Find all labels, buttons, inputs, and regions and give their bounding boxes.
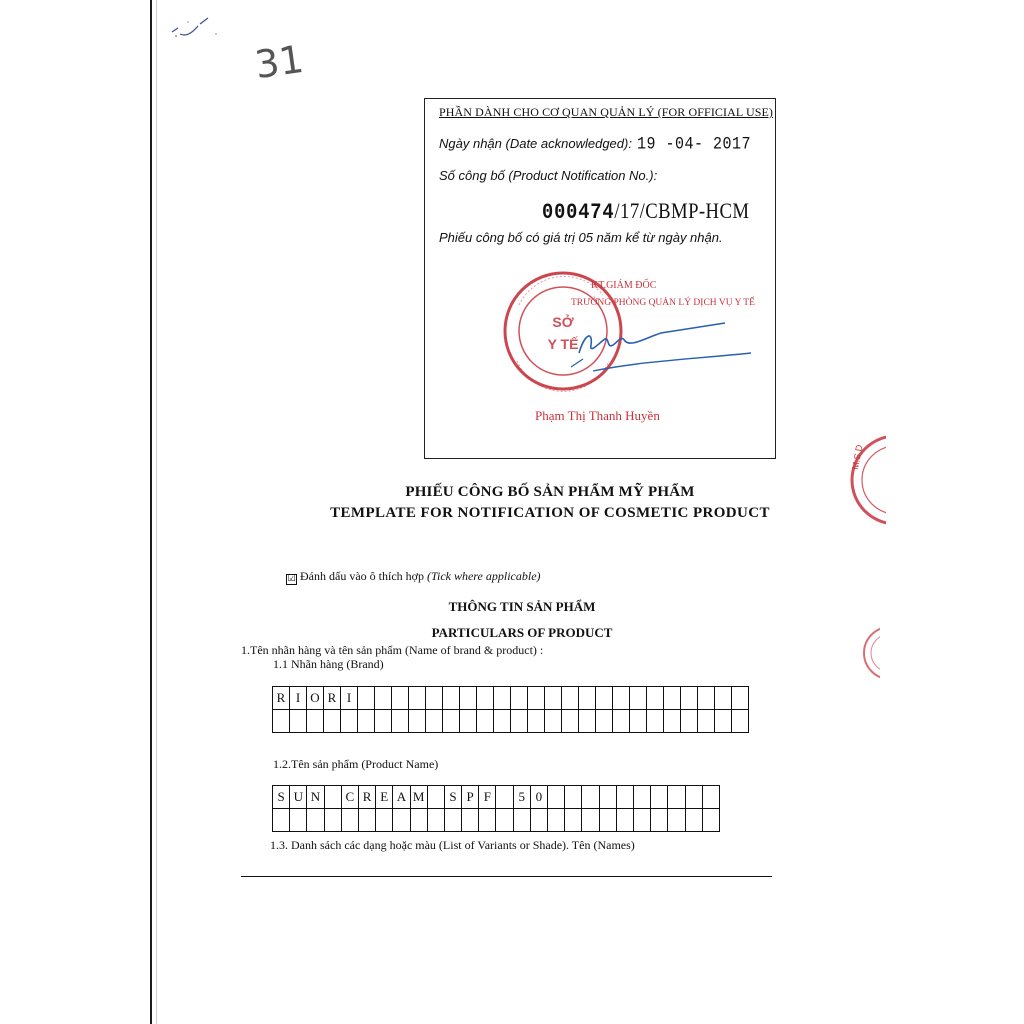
signature-stroke-1 [579, 323, 725, 353]
brand-empty-cell [460, 687, 477, 710]
product-empty-cell [686, 809, 703, 832]
product-empty-cell [514, 809, 531, 832]
signer-name: Phạm Thị Thanh Huyền [535, 408, 660, 423]
product-empty-cell [411, 809, 428, 832]
seal-center-line-1: SỞ [552, 314, 574, 330]
brand-empty-cell [392, 710, 409, 733]
product-char-cell: P [462, 786, 479, 809]
product-empty-cell [634, 809, 651, 832]
brand-char-cell: I [341, 687, 358, 710]
brand-empty-cell [596, 687, 613, 710]
brand-empty-cell [562, 687, 579, 710]
product-empty-cell [273, 809, 290, 832]
product-empty-cell [651, 809, 668, 832]
brand-empty-cell [732, 710, 749, 733]
product-char-cell [496, 786, 513, 809]
brand-empty-cell [732, 687, 749, 710]
notification-number-label: Số công bố (Product Notification No.): [439, 168, 658, 183]
product-empty-cell [428, 809, 445, 832]
brand-empty-cell [443, 710, 460, 733]
brand-empty-cell [443, 687, 460, 710]
brand-empty-cell [426, 710, 443, 733]
product-empty-cell [651, 786, 668, 809]
notification-number-suffix: /17/CBMP-HCM [614, 198, 750, 223]
section-heading-vn: THÔNG TIN SẢN PHẨM [448, 599, 596, 614]
product-name-label: 1.2.Tên sản phẩm (Product Name) [273, 757, 439, 771]
svg-text:M.S.D: M.S.D [850, 443, 865, 471]
brand-empty-cell [290, 710, 307, 733]
brand-empty-cell [613, 710, 630, 733]
brand-empty-cell [545, 710, 562, 733]
product-char-cell [325, 786, 342, 809]
product-empty-cell [496, 809, 513, 832]
tick-instruction-en: (Tick where applicable) [426, 569, 541, 583]
product-empty-cell [600, 809, 617, 832]
product-empty-cell [634, 786, 651, 809]
stamp-title-2: TRƯỞNG PHÒNG QUẢN LÝ DỊCH VỤ Y TẾ [571, 298, 755, 308]
product-empty-cell [548, 809, 565, 832]
checked-box-icon: ☑ [287, 574, 296, 584]
form-title-en: TEMPLATE FOR NOTIFICATION OF COSMETIC PRODUCT [330, 505, 770, 521]
stamp-title-1: KT.GIÁM ĐỐC [591, 280, 657, 291]
product-empty-cell [582, 809, 599, 832]
product-empty-cell [582, 786, 599, 809]
brand-empty-cell [528, 710, 545, 733]
brand-empty-cell [273, 710, 290, 733]
product-empty-cell [600, 786, 617, 809]
product-empty-cell [342, 809, 359, 832]
variants-label: 1.3. Danh sách các dạng hoặc màu (List of Variants or Shade). Tên (Names) [270, 838, 635, 852]
product-empty-cell [548, 786, 565, 809]
brand-empty-cell [511, 710, 528, 733]
product-empty-cell [617, 809, 634, 832]
notification-number [542, 198, 749, 225]
brand-empty-cell [664, 710, 681, 733]
official-seal [493, 275, 763, 415]
form-title-vn: PHIẾU CÔNG BỐ SẢN PHẨM MỸ PHẨM [405, 484, 695, 500]
brand-empty-cell [613, 687, 630, 710]
product-name-letter-grid [272, 785, 720, 832]
product-empty-cell [703, 809, 720, 832]
product-empty-cell [617, 786, 634, 809]
product-empty-cell [531, 809, 548, 832]
product-char-cell: U [290, 786, 307, 809]
product-char-cell: 0 [531, 786, 548, 809]
brand-empty-cell [681, 710, 698, 733]
margin-handwritten-number: 31 [252, 36, 307, 88]
brand-empty-cell [460, 710, 477, 733]
brand-char-cell: I [290, 687, 307, 710]
validity-note: Phiếu công bố có giá trị 05 năm kể từ ngày nhận. [439, 230, 723, 245]
brand-empty-cell [307, 710, 324, 733]
product-empty-cell [565, 809, 582, 832]
variants-answer-line [241, 876, 772, 877]
brand-empty-cell [630, 710, 647, 733]
brand-empty-cell [528, 687, 545, 710]
brand-empty-cell [596, 710, 613, 733]
brand-empty-cell [647, 687, 664, 710]
product-empty-cell [445, 809, 462, 832]
product-char-cell: R [359, 786, 376, 809]
product-char-cell: C [342, 786, 359, 809]
margin-scribble [168, 14, 228, 44]
brand-empty-cell [477, 687, 494, 710]
brand-empty-cell [647, 710, 664, 733]
date-acknowledged-value: 19 -04- 2017 [637, 134, 752, 155]
product-char-cell [428, 786, 445, 809]
brand-empty-cell [477, 710, 494, 733]
section-heading-en: PARTICULARS OF PRODUCT [431, 625, 613, 640]
product-empty-cell [359, 809, 376, 832]
product-empty-cell [686, 786, 703, 809]
brand-empty-cell [715, 687, 732, 710]
seal-center-line-2: Y TẾ [547, 336, 579, 352]
product-empty-cell [479, 809, 496, 832]
brand-empty-cell [715, 710, 732, 733]
brand-empty-cell [698, 687, 715, 710]
product-char-cell: S [273, 786, 290, 809]
product-char-cell: 5 [514, 786, 531, 809]
official-use-header: PHẦN DÀNH CHO CƠ QUAN QUẢN LÝ (FOR OFFICIAL USE) [439, 105, 774, 119]
brand-empty-cell [409, 687, 426, 710]
brand-empty-cell [579, 687, 596, 710]
brand-empty-cell [494, 687, 511, 710]
brand-empty-cell [358, 687, 375, 710]
brand-empty-cell [409, 710, 426, 733]
brand-empty-cell [664, 687, 681, 710]
brand-char-cell: R [324, 687, 341, 710]
brand-product-heading: 1.Tên nhãn hàng và tên sản phẩm (Name of brand & product) : [241, 643, 544, 657]
brand-empty-cell [511, 687, 528, 710]
date-acknowledged-label: Ngày nhận (Date acknowledged): [439, 136, 632, 151]
product-char-cell: F [479, 786, 496, 809]
brand-empty-cell [375, 710, 392, 733]
brand-empty-cell [426, 687, 443, 710]
product-empty-cell [325, 809, 342, 832]
product-char-cell: M [411, 786, 428, 809]
brand-empty-cell [375, 687, 392, 710]
product-empty-cell [703, 786, 720, 809]
product-char-cell: A [393, 786, 410, 809]
brand-empty-cell [392, 687, 409, 710]
brand-letter-grid [272, 686, 749, 733]
brand-empty-cell [562, 710, 579, 733]
product-empty-cell [307, 809, 324, 832]
tick-instruction-vn: Đánh dấu vào ô thích hợp [300, 569, 424, 583]
brand-empty-cell [698, 710, 715, 733]
product-empty-cell [393, 809, 410, 832]
brand-empty-cell [358, 710, 375, 733]
product-empty-cell [290, 809, 307, 832]
brand-empty-cell [579, 710, 596, 733]
brand-empty-cell [341, 710, 358, 733]
product-char-cell: S [445, 786, 462, 809]
brand-empty-cell [324, 710, 341, 733]
product-empty-cell [462, 809, 479, 832]
product-empty-cell [668, 786, 685, 809]
brand-char-cell: R [273, 687, 290, 710]
product-empty-cell [668, 809, 685, 832]
product-char-cell: E [376, 786, 393, 809]
brand-char-cell: O [307, 687, 324, 710]
brand-label: 1.1 Nhãn hàng (Brand) [273, 657, 384, 671]
product-char-cell: N [307, 786, 324, 809]
brand-empty-cell [545, 687, 562, 710]
official-use-box [424, 98, 776, 459]
notification-number-serial: 000474 [542, 200, 615, 225]
product-empty-cell [376, 809, 393, 832]
brand-empty-cell [681, 687, 698, 710]
tick-instruction [286, 569, 541, 584]
brand-empty-cell [494, 710, 511, 733]
brand-empty-cell [630, 687, 647, 710]
product-empty-cell [565, 786, 582, 809]
